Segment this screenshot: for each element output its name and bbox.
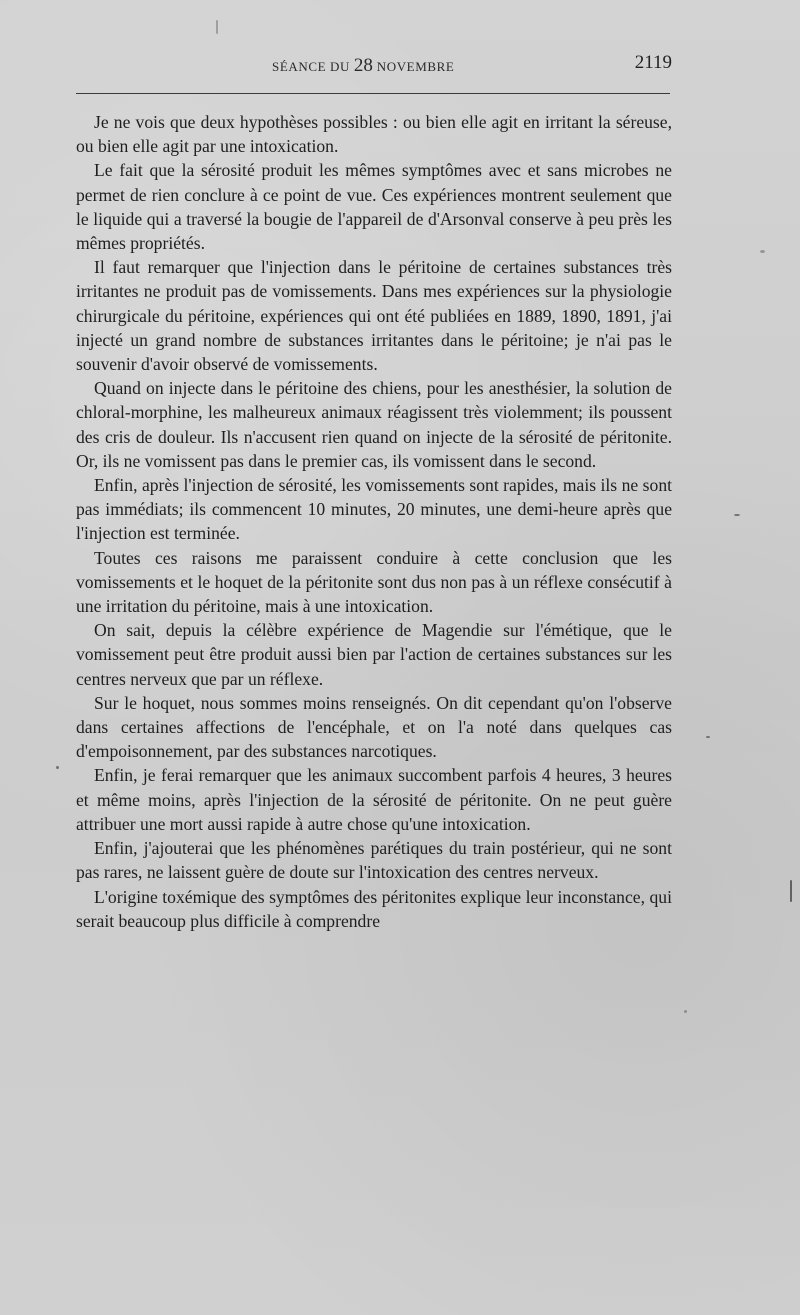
paper-speck: [706, 736, 710, 738]
page-header: [76, 52, 672, 82]
running-title-part2: NOVEMBRE: [376, 59, 455, 74]
paper-speck: [790, 880, 792, 902]
paragraph-7: On sait, depuis la célèbre expérience de Magendie sur l'émétique, que le vomissement peut être produit aussi bien par l'action de certaines substances sur les centres nerveux que par un réflexe.: [76, 620, 672, 689]
paragraph-8: Sur le hoquet, nous sommes moins renseignés. On dit cependant qu'on l'observe dans certaines affections de l'encéphale, et on l'a noté dans quelques cas d'empoisonnement, par des substances narcotiques.: [76, 692, 672, 762]
paper-speck: [760, 250, 765, 253]
paragraph-3: Il faut remarquer que l'injection dans le péritoine de certaines substances très irritantes ne produit pas de vomissements. Dans mes expériences sur la physiologie chirurgicale du péritoine, expériences qui ont été publiées en 1889, 1890, 1891, j'ai injecté un grand nombre de substances irritantes dans le péritoine; je n'ai pas le souvenir d'avoir observé de vomissements.: [76, 257, 672, 375]
paragraph-11: L'origine toxémique des symptômes des péritonites explique leur inconstance, qui serait beaucoup plus difficile à comprendre: [76, 886, 672, 931]
running-title-part1: SÉANCE DU: [272, 59, 350, 74]
paper-speck: [216, 20, 218, 34]
paragraph-10: Enfin, j'ajouterai que les phénomènes parétiques du train postérieur, qui ne sont pas rares, ne laissent guère de doute sur l'intoxication des centres nerveux.: [76, 838, 672, 883]
running-title: [272, 55, 454, 77]
paper-speck: [734, 514, 740, 516]
body-text: [76, 110, 672, 933]
running-title-day: 28: [353, 55, 373, 76]
paper-speck: [56, 766, 59, 769]
paragraph-6: Toutes ces raisons me paraissent conduire à cette conclusion que les vomissements et le hoquet de la péritonite sont dus non pas à un réflexe consécutif à une irritation du péritoine, mais à une intoxication.: [76, 547, 672, 617]
paper-speck: [684, 1010, 687, 1013]
page-number: 2119: [634, 52, 672, 73]
paragraph-5: Enfin, après l'injection de sérosité, les vomissements sont rapides, mais ils ne sont pas immédiats; ils commencent 10 minutes, 20 minutes, une demi-heure après que l'injection est terminée.: [76, 475, 672, 544]
paragraph-1: Je ne vois que deux hypothèses possibles : ou bien elle agit en irritant la séreuse, ou bien elle agit par une intoxication.: [76, 112, 672, 157]
paragraph-9: Enfin, je ferai remarquer que les animaux succombent parfois 4 heures, 3 heures et même moins, après l'injection de la sérosité de péritonite. On ne peut guère attribuer une mort aussi rapide à autre chose qu'une intoxication.: [76, 765, 672, 834]
paragraph-2: Le fait que la sérosité produit les mêmes symptômes avec et sans microbes ne permet de rien conclure à ce point de vue. Ces expériences montrent seulement que le liquide qui a traversé la bougie de l'appareil de d'Arsonval conserve à peu près les mêmes propriétés.: [76, 160, 672, 254]
header-rule: [76, 93, 670, 94]
paragraph-4: Quand on injecte dans le péritoine des chiens, pour les anesthésier, la solution de chloral-morphine, les malheureux animaux réagissent très violemment; ils poussent des cris de douleur. Ils n'accusent rien quand on injecte de la sérosité de péritonite. Or, ils ne vomissent pas dans le premier cas, ils vomissent dans le second.: [76, 378, 672, 471]
